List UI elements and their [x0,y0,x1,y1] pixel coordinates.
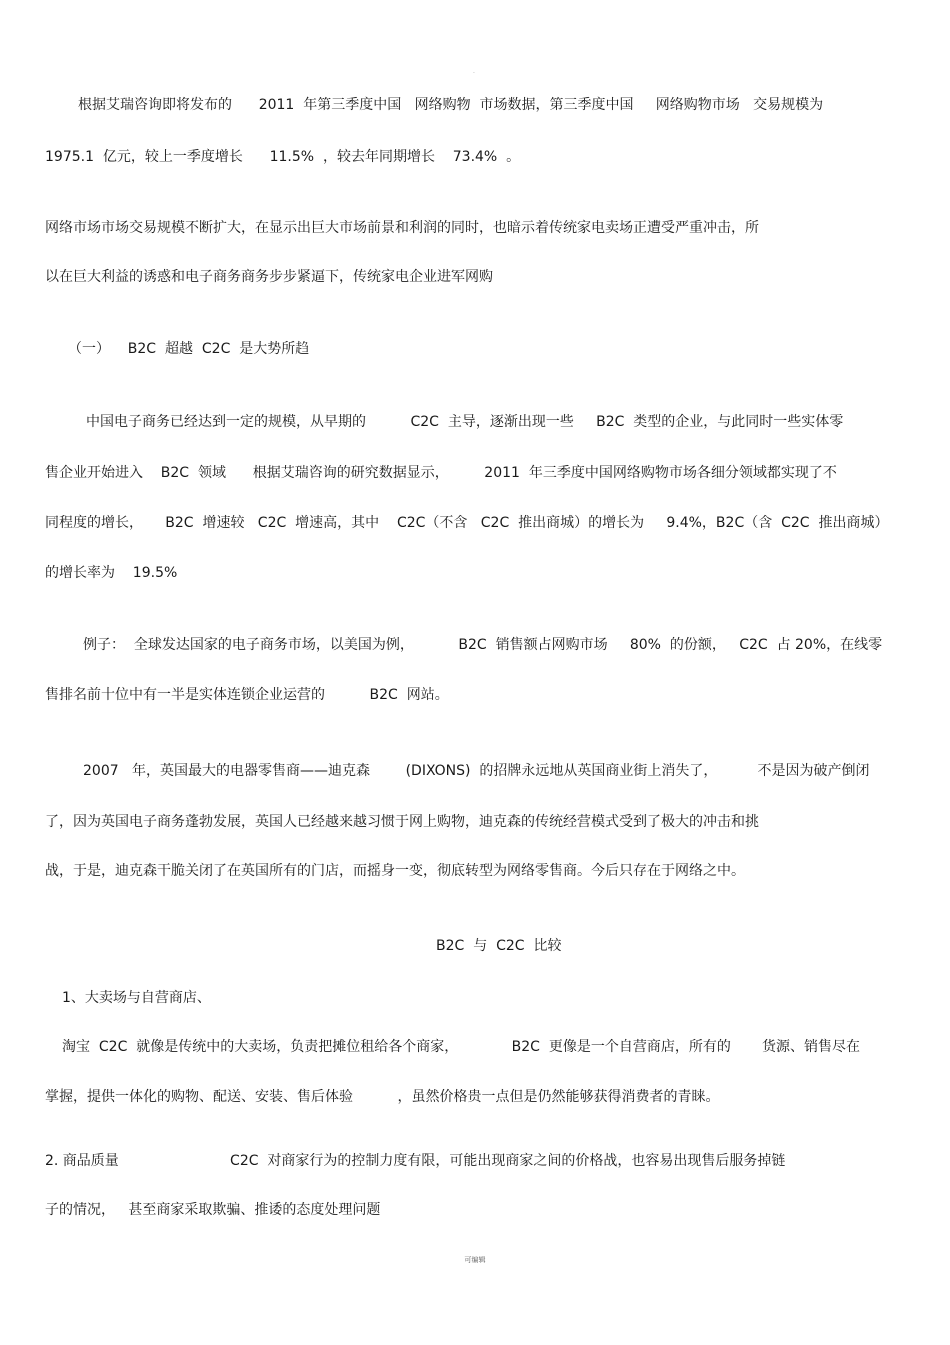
header-mark: · [473,70,475,77]
paragraph-4-line-2: 售排名前十位中有一半是实体连锁企业运营的 B2C 网站。 [45,687,449,703]
paragraph-5-line-1: 2007 年，英国最大的电器零售商——迪克森 (DIXONS) 的招牌永远地从英国商业街上消失了， 不是因为破产倒闭 [83,763,870,779]
paragraph-3-line-1: 中国电子商务已经达到一定的规模，从早期的 C2C 主导，逐渐出现一些 B2C 类型的企业，与此同时一些实体零 [86,414,844,430]
item-1-heading: 1、大卖场与自营商店、 [62,990,211,1006]
paragraph-5-line-2: 了，因为英国电子商务蓬勃发展，英国人已经越来越习惯于网上购物，迪克森的传统经营模式受到了极大的冲击和挑 [45,814,759,830]
paragraph-2-line-2: 以在巨大利益的诱惑和电子商务商务步步紧逼下，传统家电企业进军网购 [45,269,493,285]
paragraph-3-line-4: 的增长率为 19.5% [45,565,178,581]
paragraph-6-line-1: 淘宝 C2C 就像是传统中的大卖场，负责把摊位租给各个商家， B2C 更像是一个自营商店，所有的 货源、销售尽在 [62,1039,860,1055]
paragraph-3-line-2: 售企业开始进入 B2C 领域 根据艾瑞咨询的研究数据显示， 2011 年三季度中国网络购物市场各细分领域都实现了不 [45,465,837,481]
footer-editable-label: 可编辑 [464,1256,486,1264]
paragraph-3-line-3: 同程度的增长， B2C 增速较 C2C 增速高，其中 C2C（不含 C2C 推出商城）的增长为 9.4%，B2C（含 C2C 推出商城） [45,515,889,531]
paragraph-7-line-2: 子的情况， 甚至商家采取欺骗、推诿的态度处理问题 [45,1202,381,1218]
paragraph-1-line-1: 根据艾瑞咨询即将发布的 2011 年第三季度中国 网络购物 市场数据，第三季度中国 网络购物市场 交易规模为 [78,97,824,113]
paragraph-6-line-2: 掌握，提供一体化的购物、配送、安装、售后体验 ，虽然价格贵一点但是仍然能够获得消费者的青睐。 [45,1089,720,1105]
paragraph-1-line-2: 1975.1 亿元，较上一季度增长 11.5% ，较去年同期增长 73.4% 。 [45,149,521,165]
paragraph-4-line-1: 例子： 全球发达国家的电子商务市场，以美国为例， B2C 销售额占网购市场 80% 的份额， C2C 占 20%，在线零 [83,637,883,653]
paragraph-7-line-1: 2. 商品质量 C2C 对商家行为的控制力度有限，可能出现商家之间的价格战，也容易出现售后服务掉链 [45,1153,786,1169]
paragraph-5-line-3: 战，于是，迪克森干脆关闭了在英国所有的门店，而摇身一变，彻底转型为网络零售商。今后只存在于网络之中。 [45,863,745,879]
comparison-title: B2C 与 C2C 比较 [436,938,562,954]
paragraph-2-line-1: 网络市场市场交易规模不断扩大，在显示出巨大市场前景和利润的同时，也暗示着传统家电卖场正遭受严重冲击，所 [45,220,759,236]
section-heading: （一） B2C 超越 C2C 是大势所趋 [68,341,310,357]
